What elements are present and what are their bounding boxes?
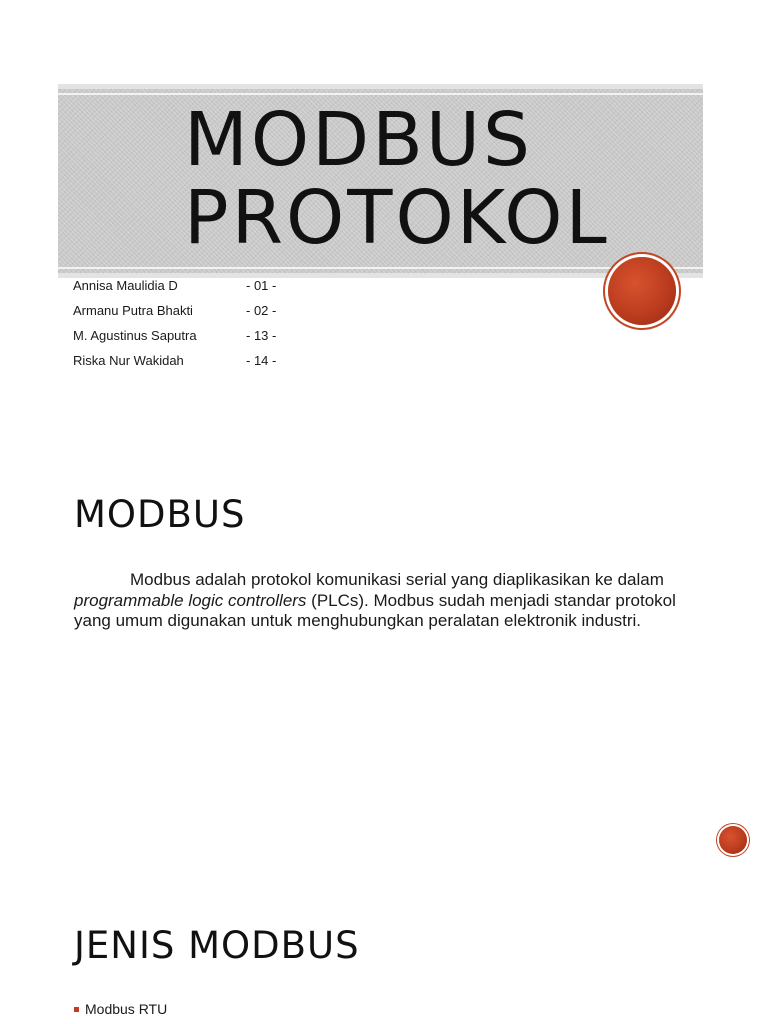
- slide-title: [184, 97, 610, 261]
- author-row: [73, 303, 306, 328]
- title-banner: [58, 84, 703, 278]
- author-row: [73, 328, 306, 353]
- author-name: Riska Nur Wakidah: [73, 353, 184, 368]
- description-text-2: (PLCs). Modbus sudah menjadi standar protokol yang umum digunakan untuk menghubungkan peralatan elektronik industri.: [74, 590, 676, 630]
- modbus-description: [74, 570, 704, 632]
- list-item: [74, 998, 167, 1020]
- square-bullet-icon: [74, 1007, 79, 1012]
- section-heading-modbus: MODBUS: [74, 493, 246, 536]
- title-line-2: PROTOKOL: [184, 175, 610, 261]
- banner-bottom-rule: [58, 267, 703, 269]
- author-number: - 13 -: [246, 328, 277, 343]
- banner-top-rule: [58, 93, 703, 95]
- title-line-1: MODBUS: [184, 97, 533, 183]
- description-italic-term: programmable logic controllers: [74, 590, 307, 610]
- author-row: [73, 353, 306, 378]
- decorative-circle-large: [608, 257, 676, 325]
- decorative-circle-small: [719, 826, 747, 854]
- author-number: - 02 -: [246, 303, 277, 318]
- author-name: Annisa Maulidia D: [73, 278, 178, 293]
- author-number: - 14 -: [246, 353, 277, 368]
- modbus-types-list: [74, 998, 167, 1020]
- author-number: - 01 -: [246, 278, 277, 293]
- author-name: M. Agustinus Saputra: [73, 328, 197, 343]
- section-heading-jenis-modbus: JENIS MODBUS: [74, 924, 360, 967]
- description-text-1: Modbus adalah protokol komunikasi serial yang diaplikasikan ke dalam: [130, 570, 664, 589]
- author-list: [73, 278, 306, 378]
- author-row: [73, 278, 306, 303]
- author-name: Armanu Putra Bhakti: [73, 303, 193, 318]
- list-item-label: Modbus RTU: [85, 1001, 168, 1017]
